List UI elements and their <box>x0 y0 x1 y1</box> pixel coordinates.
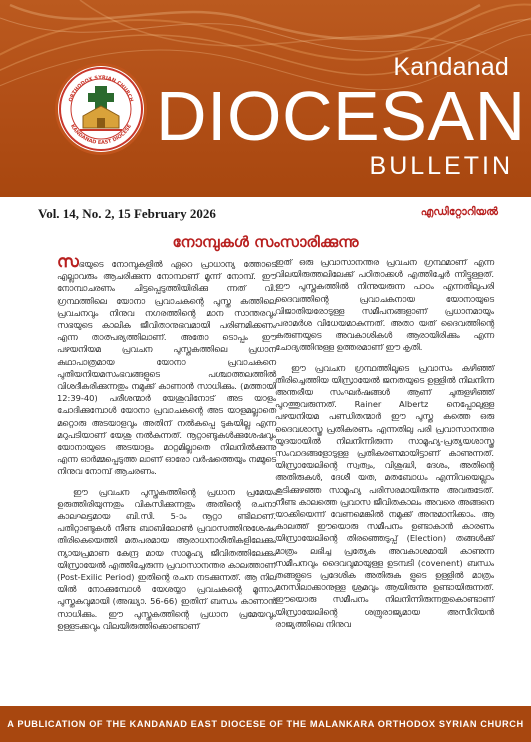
drop-cap: സ <box>57 252 79 272</box>
article-paragraph <box>57 252 276 478</box>
masthead-title-diocesan: DIOCESAN <box>156 77 526 155</box>
footer-publication-text: A PUBLICATION OF THE KANDANAD EAST DIOCESE OF THE MALANKARA ORTHODOX SYRIAN CHURCH <box>7 719 524 729</box>
masthead <box>0 0 531 197</box>
article-paragraph: ഈ പ്രവചന ഗ്രന്ഥത്തിലൂടെ പ്രവാസം കഴിഞ്ഞ് തിരിച്ചെത്തിയ യിസ്രായേൽ ജനതയുടെ ഉള്ളിൽ നിലനിന്ന അന്തരീയ സംഘർഷങ്ങൾ ആണ് ചുരുളഴിഞ്ഞ് പുറത്തുവരുന്നത്. Rainer Albertz നെപ്പോലുള്ള പഴയനിയമ പണ്ഡിതന്മാർ ഈ പുസ്ത കത്തെ ഒരു ദൈവശാസ്ത്ര പ്രതികരണം എന്നതിലു പരി പ്രവാസാനന്തര യുദയായിൽ നിലനിന്നിരുന്ന സാമൂഹ്യ-പ്രത്യയശാസ്ത്ര സംവാദങ്ങളോടുള്ള പ്രതികരണമായിട്ടാണ് കാണുന്നത്. യിസ്രായേലിന്റെ സ്വത്വം, വിശുദ്ധി, ദേശം, അതിന്റെ അതിരുകൾ, ദേശീ യത, മതബോധം എന്നിവയെല്ലാം കൂടിക്കുഴഞ്ഞ സാമൂഹ്യ പരിസരമായിരുന്നു അവരുടേത്. നീണ്ട കാലത്തെ പ്രവാസ ജീവിതകാലം അവരെ അങ്ങനെ യാക്കിയെന്ന് വേണമെങ്കിൽ നമുക്ക് അനുമാനിക്കാം. ആ കാലത്ത് ഈയൊരു സമീപനം ഉണ്ടാകാൻ കാരണം യിസ്രായേലിന്റെ തിരഞ്ഞെടുപ്പ് (Election) തങ്ങൾക്ക് മാത്രം ലഭിച്ച പ്രത്യേക അവകാശമായി കാണുന്ന സമീപനവും ദൈവവുമായുള്ള ഉടമ്പടി (covenent) ബന്ധം തങ്ങളുടെ പ്രദേശിക അതിരുക ളുടെ ഉള്ളിൽ മാത്രം മനസിലാക്കാനുള്ള ശ്രമവും ആയിരുന്നു ഉണ്ടായിരുന്നത്. ഈയൊരു സമീപനം നിലനിന്നിരുന്നതുകൊണ്ടാണ് യിസ്രായേലിന്റെ ശത്രുരാജ്യമായ അസീറിയൻ രാജ്യത്തിലെ നിനുവ <box>275 362 494 629</box>
article-column-right <box>275 256 494 638</box>
section-label-editorial: എഡിറ്റോറിയൽ <box>420 206 498 218</box>
article-paragraph: ഈ പ്രവചന പുസ്തകത്തിന്റെ പ്രധാന പ്രമേയം ഉരുത്തിരിയുന്നതും വികസിക്കുന്നതും അതിന്റെ രചനാ കാലഘട്ടമായ ബി.സി. 5-ാം നൂറ്റാ ണ്ടിലാണ്. പതിറ്റാണ്ടുകൾ നീണ്ട ബാബിലോൺ പ്രവാസത്തിനുശേഷം തിരികെയെത്തി മതപരമായ ആരാധനാരീതികളിലേക്കും ന്യായപ്രമാണ കേന്ദ്ര മായ സാമൂഹ്യ ജീവിതത്തിലേക്കും യിസ്രായേൽ എത്തിച്ചേരുന്ന പ്രവാസാനന്തര കാലത്താണ് (Post-Exilic Period) ഇതിന്റെ രചന നടക്കുന്നത്. ആ നില യിൽ നോക്കുമ്പോൾ യേശയ്യാ പ്രവചകന്റെ മൂന്നാം പുസ്തകവുമായി (അദ്ധ്യാ. 56-66) ഇതിന് ബന്ധം കാണാൻ സാധിക്കും. ഈ പുസ്തകത്തിന്റെ പ്രധാന പ്രമേയവും ഉള്ളടക്കവും വിലയിരുത്തിക്കൊണ്ടാണ് <box>57 486 276 631</box>
article-paragraph: ഇത് ഒരു പ്രവാസാനന്തര പ്രവചന ഗ്രന്ഥമാണ് എന്ന വിലയിരുത്തലിലേക്ക് പഠിതാക്കൾ എത്തിച്ചേർ ന്നിട്ടുള്ളത്. ഈ പുസ്തകത്തിൽ നിന്നുയരുന്ന പാഠം എന്നതിലുപരി ദൈവത്തിന്റെ പ്രവാചകനായ യോനായുടെ വിജാതിയരോടുള്ള സമീപനങ്ങളാണ് പ്രധാനമായും പരാമർശ വിധേയമാകുന്നത്. അതാ യത് ദൈവത്തിന്റെ കരുണയുടെ അവകാശികൾ ആരായിരിക്കും എന്ന ചോദ്യത്തിനുള്ള ഉത്തരമാണ് ഈ കൃതി. <box>275 257 494 353</box>
article-paragraph-text: ഭയുടെ നോമ്പുകളിൽ ഏറെ പ്രാധാന്യ ത്തോടെ എല്ലാവരും ആചരിക്കുന്ന നോമ്പാണ് മൂന്ന് നോമ്പ്. ഈ നോമ്പാചരണം ചിട്ടപ്പെടുത്തിയിരിക്കു ന്നത് വി. ഗ്രന്ഥത്തിലെ യോനാ പ്രവാചകന്റെ പുസ്ത കത്തിലെ പ്രവചനവും നിനുവ നഗരത്തിന്റെ മാന സാന്തരവും സഭയുടെ കാലിക ജീവിതാനുഭവമായി പരിണമിക്കണം എന്ന താത്പര്യത്തിലാണ്. അതോ ടൊപ്പം ഈ പഴയനിയമ പ്രവചന പുസ്തകത്തിലെ പ്രധാന കഥാപാത്രമായ യോനാ പ്രവാചകനെ പുതിയനിയമസംഭവങ്ങളുടെ പശ്ചാത്തലത്തിൽ വിശദീകരിക്കുന്നതും നമുക്ക് കാണാൻ സാധിക്കും. (മത്തായി 12:39-40) പരീശന്മാർ യേശുവിനോട് അട യാളം ചോദിക്കുമ്പോൾ യോനാ പ്രവാചകന്റെ അട യാളമല്ലാതെ മറ്റൊരു അടയാളവും അതിന് നൽകപ്പെ ടുകയില്ല എന്ന മറുപടിയാണ് യേശു നൽകുന്നത്. നൂറ്റാണ്ടുകൾക്കുശേഷവും യോനായുടെ അടയാളം മാറ്റമില്ലാതെ നിലനിൽക്കുന്നു എന്ന ഓർമ്മപ്പെടുത്ത ലാണ് ഓരോ വർഷത്തെയും നമ്മുടെ നിനുവ നോമ്പ് ആചരണം. <box>57 259 276 477</box>
masthead-title-kandanad: Kandanad <box>393 53 509 81</box>
article-headline: നോമ്പുകൾ സംസാരിക്കുന്നു <box>172 233 359 251</box>
masthead-title-bulletin: BULLETIN <box>369 152 513 180</box>
issue-info-row <box>38 206 498 224</box>
article-column-left <box>57 252 276 640</box>
logo-ring-bottom-text: KANDANAD EAST DIOCESE <box>68 123 134 147</box>
diocese-emblem-icon <box>58 66 144 152</box>
logo-ring-top-text: ORTHODOX SYRIAN CHURCH <box>67 74 135 103</box>
issue-volume-date: Vol. 14, No. 2, 15 February 2026 <box>38 206 216 221</box>
diocese-logo <box>58 66 144 152</box>
footer-banner <box>0 706 531 742</box>
